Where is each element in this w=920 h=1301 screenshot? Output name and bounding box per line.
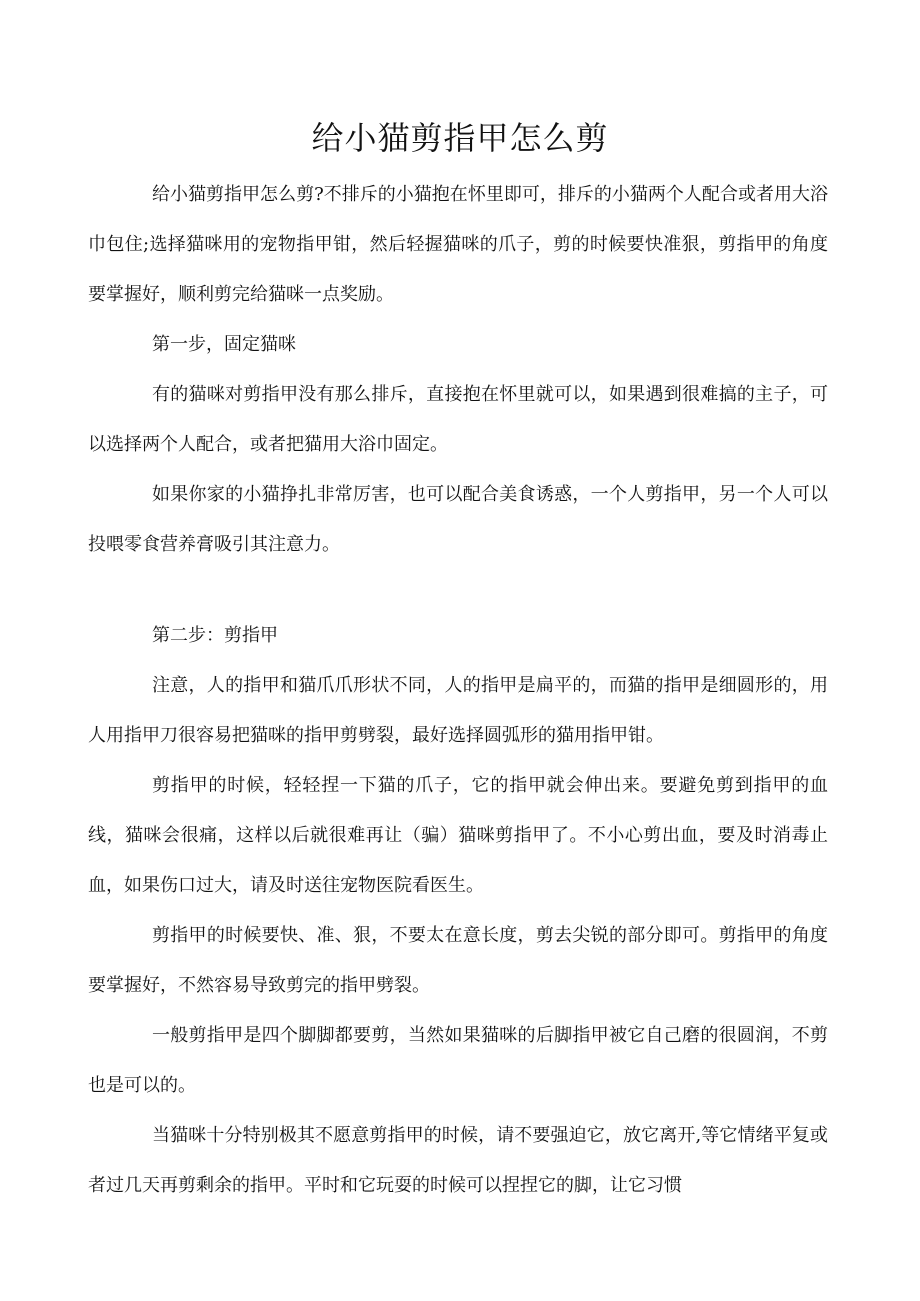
intro-paragraph: 给小猫剪指甲怎么剪?不排斥的小猫抱在怀里即可，排斥的小猫两个人配合或者用大浴巾包住;选择猫咪用的宠物指甲钳，然后轻握猫咪的爪子，剪的时候要快准狠，剪指甲的角度要掌握好，顺利剪完给猫咪一点奖励。 [88,184,828,305]
paragraph-restrain: 有的猫咪对剪指甲没有那么排斥，直接抱在怀里就可以，如果遇到很难搞的主子，可以选择两个人配合，或者把猫用大浴巾固定。 [88,384,828,455]
step-one-heading: 第一步，固定猫咪 [152,334,296,355]
step-two-heading: 第二步：剪指甲 [152,625,278,646]
paragraph-nail-shape: 注意，人的指甲和猫爪爪形状不同，人的指甲是扁平的，而猫的指甲是细圆形的，用人用指甲刀很容易把猫咪的指甲剪劈裂，最好选择圆弧形的猫用指甲钳。 [88,675,828,746]
paragraph-four-paws: 一般剪指甲是四个脚脚都要剪，当然如果猫咪的后脚指甲被它自己磨的很圆润，不剪也是可以的。 [88,1025,828,1096]
paragraph-distract: 如果你家的小猫挣扎非常厉害，也可以配合美食诱惑，一个人剪指甲，另一个人可以投喂零食营养膏吸引其注意力。 [88,484,828,555]
document-title: 给小猫剪指甲怎么剪 [311,119,609,157]
blank-line [88,570,828,611]
paragraph-unwilling-cat: 当猫咪十分特别极其不愿意剪指甲的时候，请不要强迫它，放它离开,等它情绪平复或者过几天再剪剩余的指甲。平时和它玩耍的时候可以捏捏它的脚，让它习惯 [88,1125,828,1196]
document-body [88,170,828,1211]
paragraph-blood-line: 剪指甲的时候，轻轻捏一下猫的爪子，它的指甲就会伸出来。要避免剪到指甲的血线，猫咪会很痛，这样以后就很难再让（骗）猫咪剪指甲了。不小心剪出血，要及时消毒止血，如果伤口过大，请及时送往宠物医院看医生。 [88,775,828,896]
paragraph-technique: 剪指甲的时候要快、准、狠，不要太在意长度，剪去尖锐的部分即可。剪指甲的角度要掌握好，不然容易导致剪完的指甲劈裂。 [88,925,828,996]
